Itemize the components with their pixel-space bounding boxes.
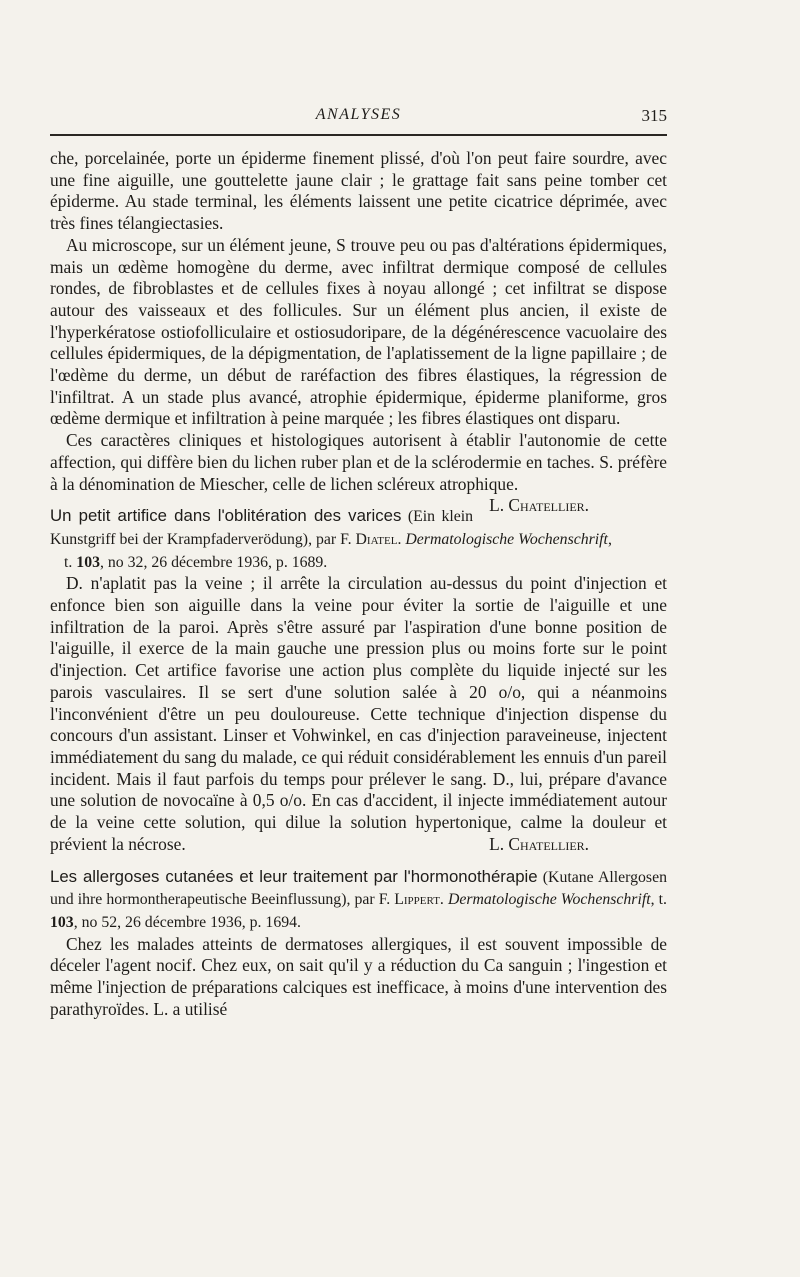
running-title: ANALYSES	[315, 106, 402, 123]
article-1-journal: Dermatologische Wochenschrift	[405, 530, 608, 548]
article-1-ref-tail-c: , no 32, 26 décembre 1936, p. 1689.	[100, 553, 328, 571]
running-head	[50, 106, 667, 128]
header-rule	[50, 134, 667, 136]
article-2-ref-tail-a: , t.	[650, 891, 667, 909]
article-2-ref-mid: .	[439, 891, 448, 909]
intro-paragraph-3-text: Ces caractères cliniques et histologiques autorisent à établir l'autonomie de cette affection, qui diffère bien du lichen ruber plan et de la sclérodermie en taches. S. préfère à la dénomination de Miescher, celle de lichen scléreux atrophique.	[50, 430, 667, 494]
article-2-ref-tail-b: , no 52, 26 décembre 1936, p. 1694.	[73, 913, 301, 931]
article-2-title: Les allergoses cutanées et leur traitement par l'hormonothérapie	[50, 866, 538, 886]
article-2-journal: Dermatologische Wochenschrift	[447, 891, 651, 909]
page-number: 315	[641, 106, 667, 125]
article-2-author: Lippert	[394, 891, 440, 909]
article-2-volume: 103	[50, 913, 74, 931]
article-1-ref-line-2	[50, 551, 667, 574]
article-1-ref-lead: (Ein klein Kunstgriff bei der Krampfaderverödung), par F.	[50, 508, 474, 548]
article-1-signature: L. Chatellier.	[489, 833, 589, 854]
article-1-ref-tail-a: ,	[607, 530, 612, 548]
article-1-paragraph-text: D. n'aplatit pas la veine ; il arrête la circulation au-dessus du point d'injection et enfonce bien son aiguille dans la veine pour éviter la sortie de l'aiguille et une infiltration de la paroi. Après s'être assuré par l'aspiration d'une bonne position de l'aiguille, il exerce de la main gauche une pression plus ou moins forte sur le point d'injection. Cet artifice favorise une action plus complète du liquide injecté sur les parois vasculaires. Il se sert d'une solution salée à 20 o/o, qui a néanmoins l'inconvénient d'être un peu douloureuse. Cette technique d'injection dispense du concours d'un assistant. Linser et Vohwinkel, en cas d'injection paraveineuse, injectent immédiatement du sang du malade, ce qui réduit considérablement les ennuis d'un pareil incident. Mais il faut parfois du temps pour prélever le sang. D., lui, prépare d'avance une solution de novocaïne à 0,5 o/o. En cas d'accident, il injecte immédiatement autour de la veine cette solution, qui dilue la solution hypertonique, calme la douleur et prévient la nécrose.	[50, 573, 667, 854]
article-1-author: Diatel	[355, 530, 398, 548]
article-2-paragraph: Chez les malades atteints de dermatoses allergiques, il est souvent impossible de déceler l'agent nocif. Chez eux, on sait qu'il y a réduction du Ca sanguin ; l'ingestion et même l'injection de préparations calciques est inefficace, à moins d'une intervention des parathyroïdes. L. a utilisé	[50, 933, 667, 1019]
article-1-volume: 103	[76, 553, 100, 571]
intro-paragraph-1: che, porcelainée, porte un épiderme finement plissé, d'où l'on peut faire sourdre, avec une fine aiguille, une gouttelette jaune clair ; le grattage fait sans peine tomber cet épiderme. Au stade terminal, les éléments laissent une petite cicatrice déprimée, avec très fines télangiectasies.	[50, 148, 667, 234]
intro-signature: L. Chatellier.	[489, 495, 589, 516]
article-1-ref-mid: .	[397, 530, 406, 548]
article-1-title: Un petit artifice dans l'oblitération des varices	[50, 506, 402, 526]
article-1-paragraph	[50, 573, 667, 855]
page-body	[50, 148, 667, 1020]
intro-paragraph-2: Au microscope, sur un élément jeune, S trouve peu ou pas d'altérations épidermiques, mais un œdème homogène du derme, avec infiltrat dermique composé de cellules rondes, de fibroblastes et de cellules fixes à noyau allongé ; cet infiltrat se dispose autour des vaisseaux et des follicules. Sur un élément plus ancien, il existe de l'hyperkératose ostiofolliculaire et ostiosudoripare, de la dégénérescence vacuolaire des cellules épidermiques, de la dépigmentation, de l'aplatissement de la ligne papillaire ; de l'œdème du derme, un début de raréfaction des fibres élastiques, la régression de l'infiltrat. A un stade plus avancé, atrophie épidermique, épiderme planiforme, gros œdème dermique et infiltration à peine marquée ; les fibres élastiques ont disparu.	[50, 234, 667, 429]
article-2-ref-lead: (Kutane Allergosen und ihre hormontherapeutische Beeinflussung), par F.	[50, 868, 667, 909]
article-1-ref-tail-b: t.	[64, 553, 77, 571]
article-2-heading	[50, 866, 667, 934]
